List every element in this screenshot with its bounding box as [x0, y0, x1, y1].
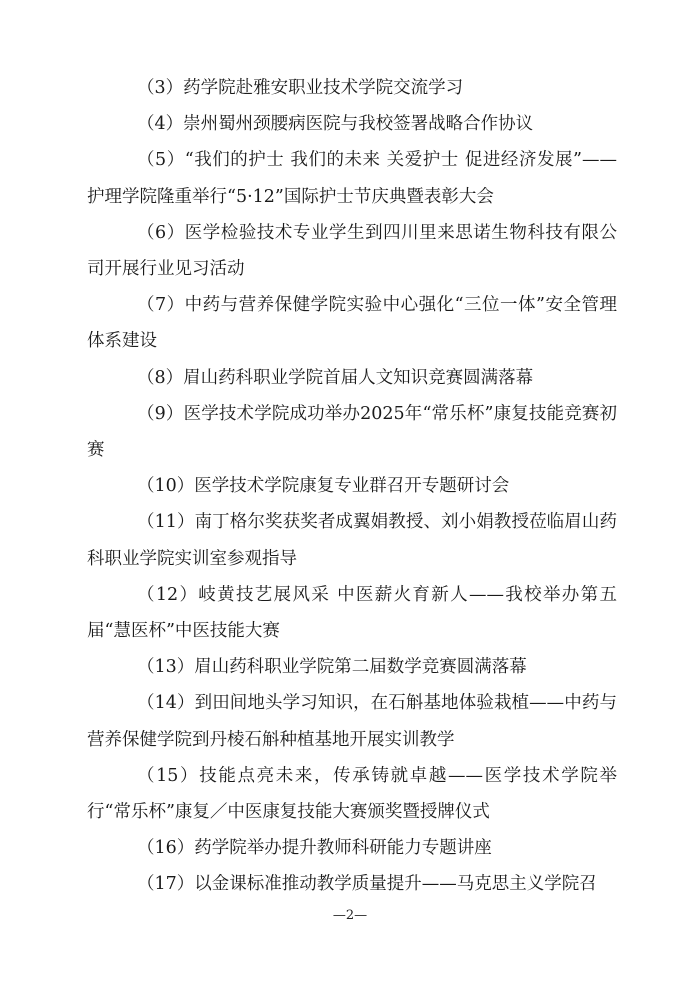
- list-item: （5）“我们的护士 我们的未来 关爱护士 促进经济发展”——护理学院隆重举行“5·12”国际护士节庆典暨表彰大会: [87, 150, 617, 207]
- list-item: （3）药学院赴雅安职业技术学院交流学习: [137, 78, 464, 98]
- list-item: （7）中药与营养保健学院实验中心强化“三位一体”安全管理体系建设: [87, 295, 617, 352]
- list-item: （15）技能点亮未来，传承铸就卓越——医学技术学院举行“常乐杯”康复／中医康复技能大赛颁奖暨授牌仪式: [87, 765, 617, 823]
- list-item: （14）到田间地头学习知识，在石斛基地体验栽植——中药与营养保健学院到丹棱石斛种植基地开展实训教学: [87, 693, 617, 750]
- list-item: （9）医学技术学院成功举办2025年“常乐杯”康复技能竞赛初赛: [87, 403, 617, 461]
- list-item: （12）岐黄技艺展风采 中医薪火育新人——我校举办第五届“慧医杯”中医技能大赛: [87, 584, 617, 642]
- list-item: （16）药学院举办提升教师科研能力专题讲座: [137, 838, 492, 859]
- news-list: [87, 70, 617, 903]
- list-item: （13）眉山药科职业学院第二届数学竞赛圆满落幕: [137, 657, 527, 678]
- page-number: —2—: [332, 908, 368, 923]
- list-item: （11）南丁格尔奖获奖者成翼娟教授、刘小娟教授莅临眉山药科职业学院实训室参观指导: [87, 512, 617, 569]
- list-item: （10）医学技术学院康复专业群召开专题研讨会: [137, 476, 510, 497]
- list-item: （8）眉山药科职业学院首届人文知识竞赛圆满落幕: [137, 367, 534, 388]
- list-item: （17）以金课标准推动教学质量提升——马克思主义学院召: [137, 874, 597, 895]
- list-item: （4）崇州蜀州颈腰病医院与我校签署战略合作协议: [137, 114, 534, 135]
- list-item: （6）医学检验技术专业学生到四川里来思诺生物科技有限公司开展行业见习活动: [87, 222, 617, 280]
